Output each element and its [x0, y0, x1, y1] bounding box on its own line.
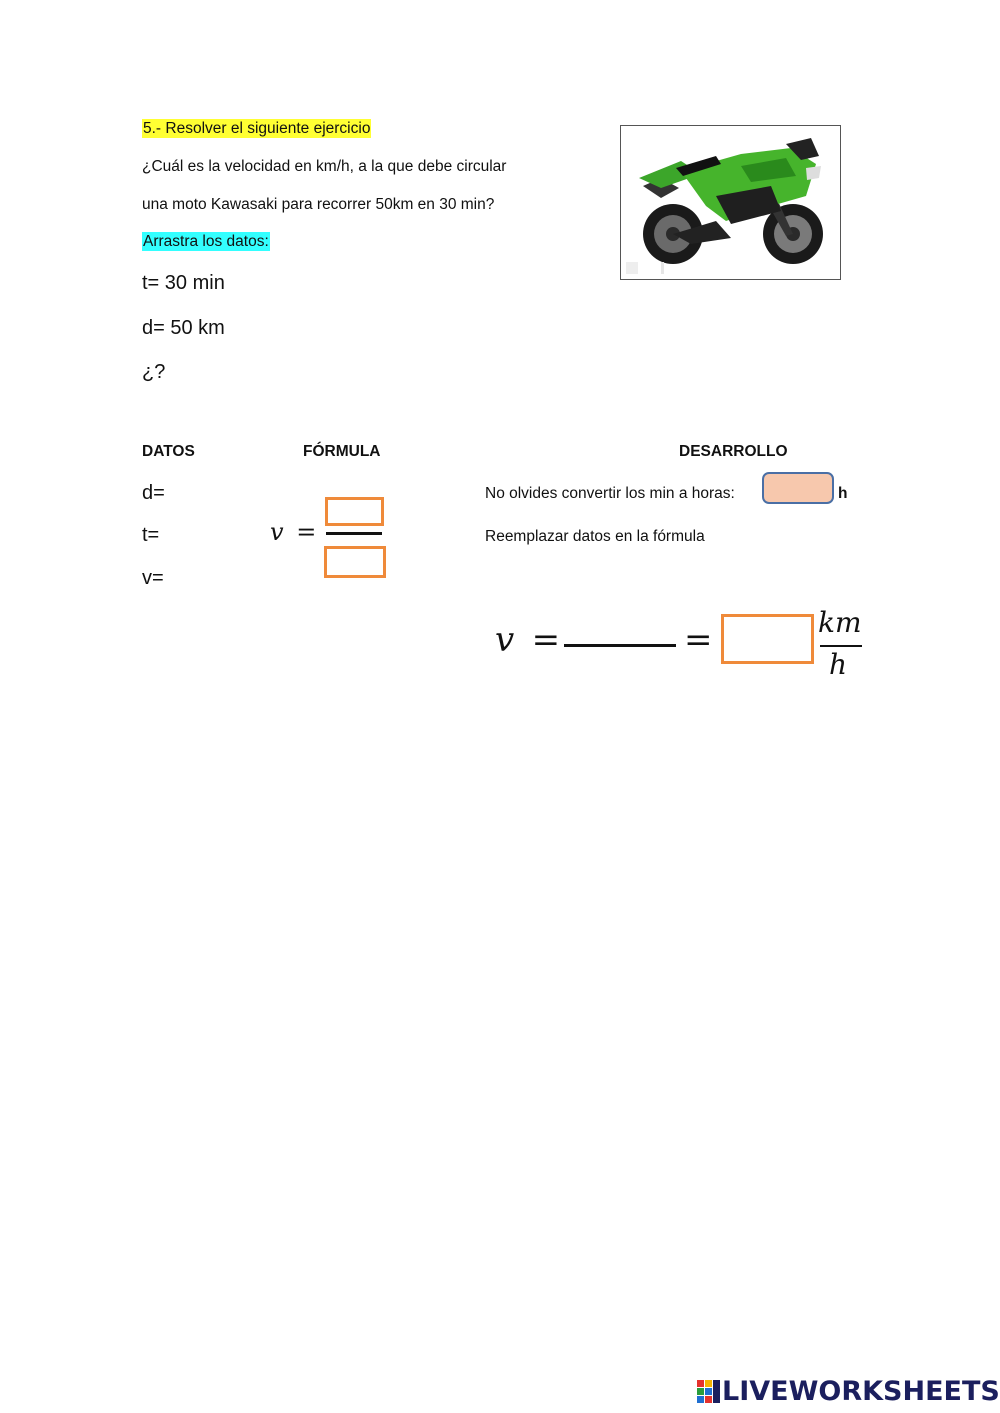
result-fraction-bar	[564, 644, 676, 647]
result-unit-denominator: h	[829, 648, 848, 681]
result-v: v	[495, 620, 515, 660]
section-formula: FÓRMULA	[303, 443, 381, 460]
result-equals-2: =	[684, 620, 713, 660]
formula-expression	[270, 518, 316, 547]
section-datos: DATOS	[142, 443, 195, 460]
datos-v-label: v=	[142, 567, 164, 589]
exercise-title: 5.- Resolver el siguiente ejercicio	[143, 120, 371, 137]
draggable-unknown[interactable]: ¿?	[142, 361, 166, 383]
result-unit-bar	[820, 645, 862, 647]
motorcycle-image	[620, 125, 841, 280]
question-line-1: ¿Cuál es la velocidad en km/h, a la que debe circular	[142, 158, 507, 175]
convert-hint: No olvides convertir los min a horas:	[485, 485, 735, 502]
datos-d-label: d=	[142, 482, 165, 504]
motorcycle-icon	[621, 126, 840, 279]
formula-fraction-bar	[326, 532, 382, 535]
formula-numerator-dropzone[interactable]	[325, 497, 384, 526]
formula-denominator-dropzone[interactable]	[324, 546, 386, 578]
datos-t-label: t=	[142, 524, 160, 546]
result-unit-numerator: km	[818, 606, 862, 639]
result-equals-1: =	[531, 620, 561, 660]
result-expression	[495, 620, 560, 660]
liveworksheets-logo-icon	[697, 1378, 721, 1408]
unit-h: h	[838, 485, 848, 502]
formula-equals: =	[296, 518, 317, 546]
section-desarrollo: DESARROLLO	[679, 443, 788, 460]
replace-hint: Reemplazar datos en la fórmula	[485, 528, 705, 545]
draggable-time[interactable]: t= 30 min	[142, 272, 225, 294]
draggable-distance[interactable]: d= 50 km	[142, 317, 225, 339]
hours-input-dropzone[interactable]	[762, 472, 834, 504]
liveworksheets-brand[interactable]: LIVEWORKSHEETS	[722, 1376, 1000, 1407]
result-dropzone[interactable]	[721, 614, 814, 664]
question-line-2: una moto Kawasaki para recorrer 50km en 30 min?	[142, 196, 495, 213]
formula-v: v	[270, 518, 284, 546]
drag-prompt: Arrastra los datos:	[143, 233, 269, 250]
